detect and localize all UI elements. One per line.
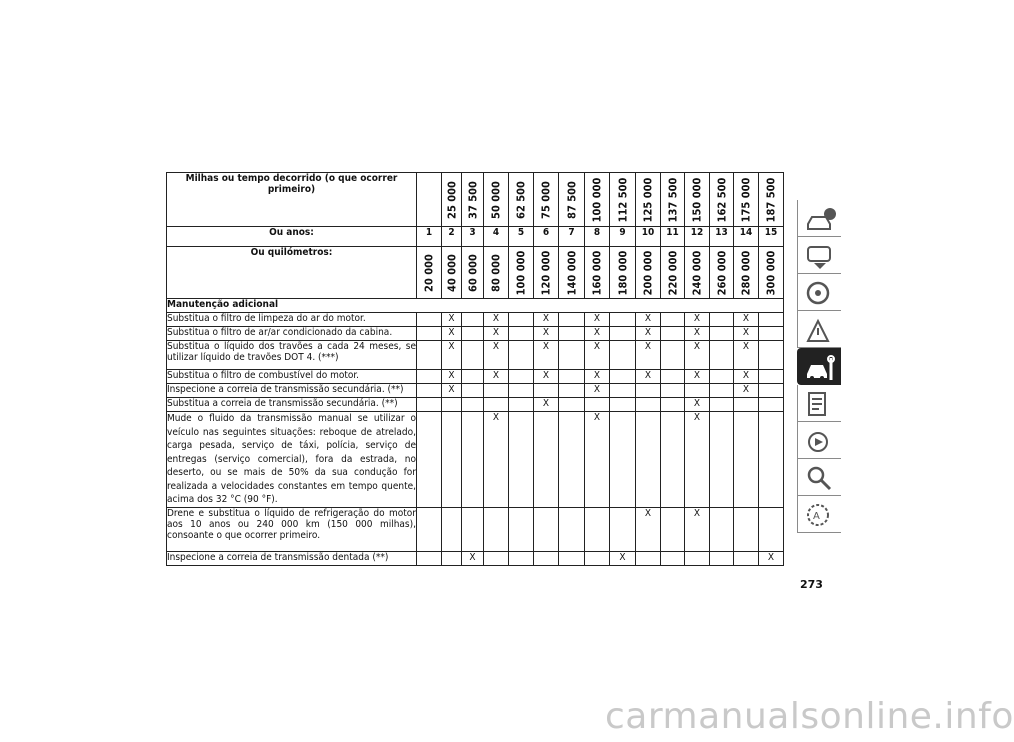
- mark-cell: [417, 551, 442, 565]
- mark-cell: [509, 384, 534, 398]
- mark-cell: [462, 341, 484, 370]
- km-value: 260 000: [715, 250, 728, 295]
- mark-cell: [509, 398, 534, 412]
- mark-cell: X: [734, 313, 759, 327]
- km-value: 120 000: [539, 250, 553, 295]
- mark-cell: X: [636, 313, 661, 327]
- miles-cell: [585, 173, 610, 227]
- year-cell: 12: [685, 227, 710, 247]
- mark-cell: X: [585, 370, 610, 384]
- mark-cell: [559, 507, 585, 551]
- section-title: Manutenção adicional: [167, 299, 784, 313]
- mark-cell: X: [534, 341, 559, 370]
- mark-cell: X: [484, 341, 509, 370]
- mark-cell: X: [484, 313, 509, 327]
- km-value: 280 000: [739, 250, 753, 295]
- years-row: [167, 227, 784, 247]
- search-index-icon: [804, 463, 836, 493]
- mark-cell: [636, 398, 661, 412]
- mark-cell: [661, 398, 685, 412]
- miles-cell: [559, 173, 585, 227]
- mark-cell: [661, 341, 685, 370]
- table-row: [167, 507, 784, 551]
- table-row: [167, 370, 784, 384]
- miles-cell: [661, 173, 685, 227]
- mark-cell: [417, 398, 442, 412]
- km-cell: [759, 247, 784, 299]
- table-row: [167, 551, 784, 565]
- mark-cell: [509, 327, 534, 341]
- mark-cell: [661, 507, 685, 551]
- mark-cell: X: [442, 370, 462, 384]
- task-label: Substitua o líquido dos travões a cada 24 meses, se utilizar líquido de travões DOT 4. (***): [167, 341, 417, 370]
- mark-cell: [585, 398, 610, 412]
- km-cell: [509, 247, 534, 299]
- km-value: 300 000: [764, 250, 778, 295]
- year-cell: 13: [710, 227, 734, 247]
- miles-value: 50 000: [489, 180, 503, 219]
- mark-cell: [462, 507, 484, 551]
- year-cell: 15: [759, 227, 784, 247]
- mark-cell: [417, 370, 442, 384]
- km-cell: [442, 247, 462, 299]
- km-value: 220 000: [666, 250, 679, 295]
- miles-value: 112 500: [616, 177, 629, 222]
- task-label: Inspecione a correia de transmissão secundária. (**): [167, 384, 417, 398]
- steering-wheel-icon: [804, 278, 836, 308]
- km-cell: [685, 247, 710, 299]
- mark-cell: [610, 313, 636, 327]
- km-value: 240 000: [690, 250, 704, 295]
- mark-cell: [734, 398, 759, 412]
- year-cell: 10: [636, 227, 661, 247]
- mark-cell: X: [685, 412, 710, 508]
- mark-cell: [610, 327, 636, 341]
- km-value: 200 000: [641, 250, 655, 295]
- mark-cell: X: [442, 341, 462, 370]
- mark-cell: [734, 412, 759, 508]
- km-value: 60 000: [466, 253, 479, 292]
- miles-value: 175 000: [739, 177, 753, 222]
- mark-cell: [661, 327, 685, 341]
- mark-cell: [462, 370, 484, 384]
- year-cell: 3: [462, 227, 484, 247]
- mark-cell: [559, 341, 585, 370]
- mark-cell: X: [534, 327, 559, 341]
- miles-value: 100 000: [590, 177, 604, 222]
- section-row: [167, 299, 784, 313]
- miles-value: 125 000: [641, 177, 655, 222]
- mark-cell: [509, 551, 534, 565]
- miles-blank-cell: [417, 173, 442, 227]
- miles-value: 37 500: [466, 180, 479, 219]
- chapter-tab[interactable]: [797, 459, 841, 496]
- mark-cell: X: [442, 313, 462, 327]
- car-service-icon: [804, 352, 836, 382]
- miles-cell: [534, 173, 559, 227]
- miles-cell: [710, 173, 734, 227]
- km-cell: [636, 247, 661, 299]
- mark-cell: [509, 313, 534, 327]
- task-label: Substitua o filtro de limpeza do ar do motor.: [167, 313, 417, 327]
- mark-cell: [661, 384, 685, 398]
- mark-cell: [559, 412, 585, 508]
- mark-cell: X: [685, 507, 710, 551]
- year-cell: 4: [484, 227, 509, 247]
- task-label: Substitua o filtro de ar/ar condicionado da cabina.: [167, 327, 417, 341]
- mark-cell: [759, 313, 784, 327]
- table-row: [167, 341, 784, 370]
- km-cell: [534, 247, 559, 299]
- mark-cell: [759, 412, 784, 508]
- mark-cell: X: [442, 327, 462, 341]
- mark-cell: [759, 341, 784, 370]
- mark-cell: X: [484, 412, 509, 508]
- mark-cell: [610, 412, 636, 508]
- chapter-tab[interactable]: [797, 311, 841, 348]
- mark-cell: [734, 551, 759, 565]
- mark-cell: [759, 398, 784, 412]
- mark-cell: [509, 341, 534, 370]
- miles-cell: [462, 173, 484, 227]
- chapter-tab[interactable]: [797, 348, 841, 385]
- mark-cell: X: [462, 551, 484, 565]
- mark-cell: X: [636, 327, 661, 341]
- miles-value: 137 500: [666, 177, 679, 222]
- mark-cell: [534, 507, 559, 551]
- mark-cell: X: [685, 313, 710, 327]
- year-cell: 6: [534, 227, 559, 247]
- language-icon: [804, 500, 836, 530]
- mark-cell: X: [734, 370, 759, 384]
- chapter-tab[interactable]: [797, 274, 841, 311]
- chapter-tab[interactable]: [797, 496, 841, 533]
- task-label: Substitua a correia de transmissão secundária. (**): [167, 398, 417, 412]
- mark-cell: X: [636, 507, 661, 551]
- mark-cell: X: [585, 313, 610, 327]
- mark-cell: [710, 412, 734, 508]
- mark-cell: X: [685, 370, 710, 384]
- km-cell: [417, 247, 442, 299]
- chapter-tab[interactable]: [797, 385, 841, 422]
- mark-cell: [509, 412, 534, 508]
- mark-cell: [636, 384, 661, 398]
- table-row: [167, 327, 784, 341]
- mark-cell: X: [534, 398, 559, 412]
- miles-value: 25 000: [445, 180, 458, 219]
- mark-cell: [462, 384, 484, 398]
- miles-value: 75 000: [539, 180, 553, 219]
- year-cell: 2: [442, 227, 462, 247]
- mark-cell: [484, 551, 509, 565]
- mark-cell: [610, 341, 636, 370]
- km-value: 180 000: [616, 250, 629, 295]
- mark-cell: X: [585, 412, 610, 508]
- mark-cell: [710, 384, 734, 398]
- mark-cell: [462, 313, 484, 327]
- mark-cell: X: [734, 384, 759, 398]
- years-header: Ou anos:: [167, 227, 417, 247]
- mark-cell: [661, 313, 685, 327]
- mark-cell: X: [585, 327, 610, 341]
- miles-cell: [610, 173, 636, 227]
- miles-cell: [484, 173, 509, 227]
- mark-cell: [610, 507, 636, 551]
- chapter-tab[interactable]: [797, 237, 841, 274]
- mark-cell: [462, 398, 484, 412]
- table-row: [167, 384, 784, 398]
- miles-cell: [734, 173, 759, 227]
- table-row: [167, 412, 784, 508]
- mark-cell: X: [759, 551, 784, 565]
- year-cell: 8: [585, 227, 610, 247]
- task-label: Drene e substitua o líquido de refrigeração do motor aos 10 anos ou 240 000 km (150 000 milhas), consoante o que ocorrer primeiro.: [167, 507, 417, 551]
- km-cell: [661, 247, 685, 299]
- mark-cell: [661, 551, 685, 565]
- mark-cell: [734, 507, 759, 551]
- mark-cell: X: [734, 327, 759, 341]
- table-row: [167, 313, 784, 327]
- miles-value: 187 500: [764, 177, 778, 222]
- mark-cell: [559, 551, 585, 565]
- year-cell: 14: [734, 227, 759, 247]
- mark-cell: X: [636, 341, 661, 370]
- mark-cell: X: [585, 341, 610, 370]
- mark-cell: X: [734, 341, 759, 370]
- hazard-icon: [804, 315, 836, 345]
- mark-cell: [685, 384, 710, 398]
- km-cell: [585, 247, 610, 299]
- mark-cell: X: [610, 551, 636, 565]
- mark-cell: [417, 341, 442, 370]
- km-row: [167, 247, 784, 299]
- mark-cell: [610, 398, 636, 412]
- mark-cell: [559, 398, 585, 412]
- mark-cell: [534, 412, 559, 508]
- mark-cell: [509, 507, 534, 551]
- mark-cell: [442, 412, 462, 508]
- km-value: 80 000: [489, 253, 503, 292]
- mark-cell: [710, 370, 734, 384]
- mark-cell: [417, 507, 442, 551]
- miles-cell: [759, 173, 784, 227]
- mark-cell: X: [484, 370, 509, 384]
- year-cell: 9: [610, 227, 636, 247]
- maintenance-schedule-table: [166, 172, 784, 566]
- mark-cell: [685, 551, 710, 565]
- car-info-icon: [804, 204, 836, 234]
- year-cell: 1: [417, 227, 442, 247]
- mark-cell: [534, 384, 559, 398]
- mark-cell: [559, 370, 585, 384]
- mark-cell: [636, 412, 661, 508]
- mark-cell: [585, 507, 610, 551]
- mark-cell: [484, 384, 509, 398]
- mark-cell: X: [685, 398, 710, 412]
- mark-cell: [417, 313, 442, 327]
- mark-cell: [442, 507, 462, 551]
- multimedia-icon: [804, 426, 836, 456]
- chapter-tabs: [797, 200, 841, 533]
- mark-cell: [462, 412, 484, 508]
- miles-row: [167, 173, 784, 227]
- mark-cell: X: [585, 384, 610, 398]
- mark-cell: [417, 412, 442, 508]
- mark-cell: [534, 551, 559, 565]
- mark-cell: X: [442, 384, 462, 398]
- mark-cell: [759, 370, 784, 384]
- miles-cell: [442, 173, 462, 227]
- mark-cell: X: [685, 341, 710, 370]
- mark-cell: [585, 551, 610, 565]
- mark-cell: [759, 327, 784, 341]
- mark-cell: [559, 327, 585, 341]
- mark-cell: X: [636, 370, 661, 384]
- mark-cell: [610, 370, 636, 384]
- mark-cell: [484, 398, 509, 412]
- watermark: carmanualsonline.info: [605, 696, 1014, 737]
- mark-cell: [509, 370, 534, 384]
- km-cell: [462, 247, 484, 299]
- year-cell: 7: [559, 227, 585, 247]
- table-row: [167, 398, 784, 412]
- mark-cell: [442, 398, 462, 412]
- mark-cell: [710, 313, 734, 327]
- task-label: Substitua o filtro de combustível do motor.: [167, 370, 417, 384]
- mark-cell: [759, 507, 784, 551]
- km-value: 100 000: [514, 250, 528, 295]
- mark-cell: [710, 398, 734, 412]
- km-cell: [559, 247, 585, 299]
- task-label: Mude o fluido da transmissão manual se utilizar o veículo nas seguintes situações: reboque de atrelado, carga pesada, serviço de táxi, polícia, serviço de entregas (serviço comercial), fora da estrada, no deserto, ou se mais de 50% da sua condução for realizada a velocidades constantes em tempo quente, acima dos 32 °C (90 °F).: [167, 413, 416, 505]
- miles-value: 162 500: [715, 177, 728, 222]
- km-header: Ou quilómetros:: [167, 247, 417, 299]
- mark-cell: [417, 327, 442, 341]
- warning-lights-icon: [804, 241, 836, 271]
- mark-cell: X: [534, 370, 559, 384]
- mark-cell: [759, 384, 784, 398]
- task-label: Inspecione a correia de transmissão dentada (**): [167, 551, 417, 565]
- mark-cell: [661, 370, 685, 384]
- mark-cell: [484, 507, 509, 551]
- chapter-tab[interactable]: [797, 422, 841, 459]
- km-cell: [484, 247, 509, 299]
- mark-cell: X: [534, 313, 559, 327]
- mark-cell: [610, 384, 636, 398]
- km-value: 160 000: [590, 250, 604, 295]
- mark-cell: X: [685, 327, 710, 341]
- mark-cell: [636, 551, 661, 565]
- mark-cell: [559, 384, 585, 398]
- miles-value: 87 500: [565, 180, 578, 219]
- miles-value: 150 000: [690, 177, 704, 222]
- mark-cell: [661, 412, 685, 508]
- mark-cell: [442, 551, 462, 565]
- miles-value: 62 500: [514, 180, 528, 219]
- km-cell: [734, 247, 759, 299]
- year-cell: 11: [661, 227, 685, 247]
- mark-cell: [559, 313, 585, 327]
- miles-cell: [509, 173, 534, 227]
- km-value: 20 000: [422, 253, 436, 292]
- km-value: 40 000: [445, 253, 458, 292]
- km-cell: [710, 247, 734, 299]
- page-number: 273: [800, 578, 823, 591]
- mark-cell: [710, 507, 734, 551]
- svg-text:A: A: [813, 511, 820, 522]
- chapter-tab[interactable]: [797, 200, 841, 237]
- mark-cell: [710, 341, 734, 370]
- mark-cell: [710, 551, 734, 565]
- km-cell: [610, 247, 636, 299]
- mark-cell: X: [484, 327, 509, 341]
- mark-cell: [710, 327, 734, 341]
- miles-header: Milhas ou tempo decorrido (o que ocorrer primeiro): [167, 173, 417, 227]
- year-cell: 5: [509, 227, 534, 247]
- km-value: 140 000: [565, 250, 578, 295]
- mark-cell: [417, 384, 442, 398]
- miles-cell: [685, 173, 710, 227]
- specifications-icon: [804, 389, 836, 419]
- miles-cell: [636, 173, 661, 227]
- mark-cell: [462, 327, 484, 341]
